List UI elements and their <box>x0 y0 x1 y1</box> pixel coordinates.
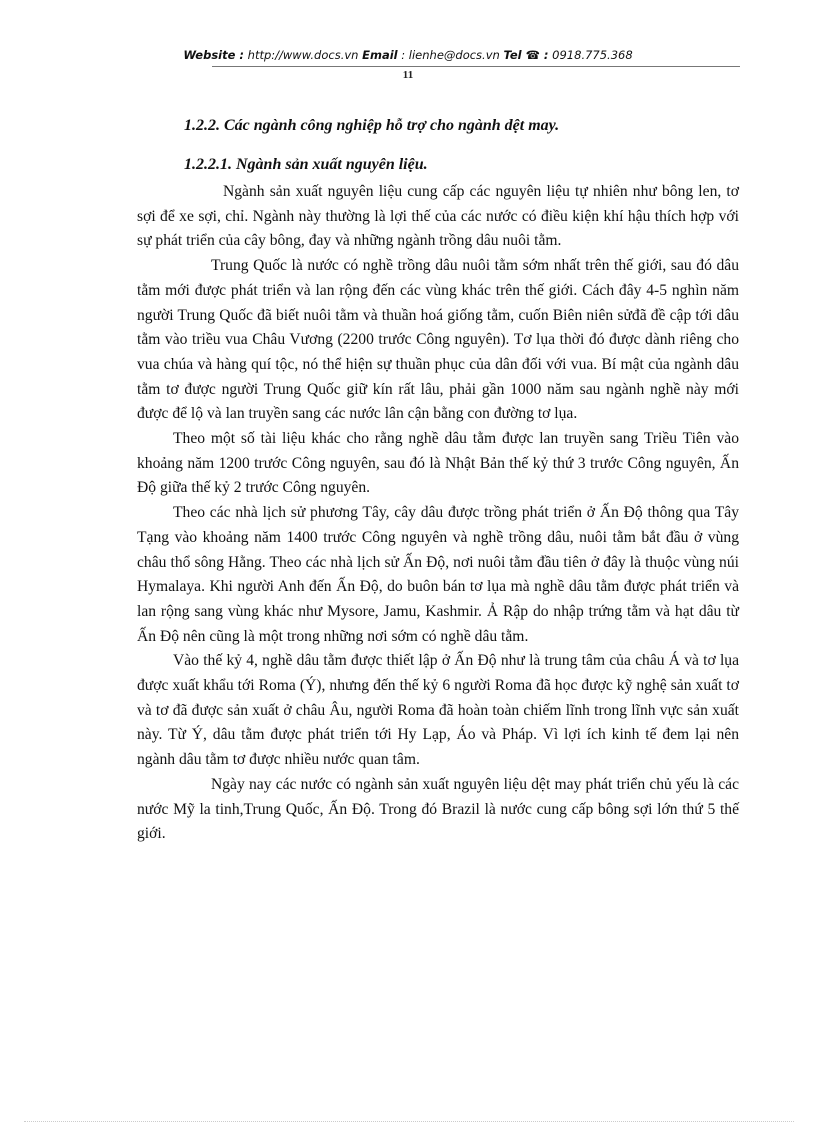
paragraph: Theo các nhà lịch sử phương Tây, cây dâu được trồng phát triển ở Ấn Độ thông qua Tây Tạng vào khoảng năm 1400 trước Công nguyên và nghề trồng dâu, nuôi tằm bắt đầu ở vùng châu thổ sông Hằng. Theo các nhà lịch sử Ấn Độ, nơi nuôi tằm đầu tiên ở đây là thuộc vùng núi Hymalaya. Khi người Anh đến Ấn Độ, do buôn bán tơ lụa mà nghề dâu tằm được phát triển và lan rộng sang vùng khác như Mysore, Jamu, Kashmir. Ả Rập do nhập trứng tằm và hạt dâu từ Ấn Độ nên cũng là một trong những nơi sớm có nghề dâu tằm. <box>137 504 739 645</box>
paragraph: Trung Quốc là nước có nghề trồng dâu nuôi tằm sớm nhất trên thế giới, sau đó dâu tằm mới được phát triển và lan rộng đến các vùng khác trên thế giới. Cách đây 4-5 nghìn năm người Trung Quốc đã biết nuôi tằm và thuần hoá giống tằm, cuốn Biên niên sửđã đề cập tới dâu tằm vào triều vua Châu Vương (2200 trước Công nguyên). Tơ lụa thời đó được dành riêng cho vua chúa và hàng quí tộc, nó thể hiện sự thuần phục của dân đối với vua. Bí mật của ngành dâu tằm tơ được người Trung Quốc giữ kín rất lâu, phải gần 1000 năm sau ngành nghề này mới được để lộ và lan truyền sang các nước lân cận bằng con đường tơ lụa. <box>137 257 739 423</box>
section-heading: 1.2.2. Các ngành công nghiệp hỗ trợ cho ngành dệt may. <box>184 117 560 134</box>
page-number: 11 <box>402 69 414 81</box>
tel-value: 0918.775.368 <box>552 48 633 62</box>
paragraph: Ngày nay các nước có ngành sản xuất nguyên liệu dệt may phát triển chủ yếu là các nước Mỹ la tinh,Trung Quốc, Ấn Độ. Trong đó Brazil là nước cung cấp bông sợi lớn thứ 5 thế giới. <box>137 775 739 843</box>
page-bottom-border <box>24 1121 794 1122</box>
website-label: Website : <box>183 48 245 62</box>
subsection-heading: 1.2.2.1. Ngành sản xuất nguyên liệu. <box>184 156 428 173</box>
paragraph: Ngành sản xuất nguyên liệu cung cấp các nguyên liệu tự nhiên như bông len, tơ sợi để xe sợi, chỉ. Ngành này thường là lợi thế của các nước có điều kiện khí hậu thích hợp với sự phát triển của cây bông, đay và những ngành trồng dâu nuôi tằm. <box>137 183 739 250</box>
tel-label: Tel ☎ : <box>503 48 549 62</box>
email-value[interactable]: : lienhe@docs.vn <box>401 48 500 62</box>
body-text <box>137 180 739 847</box>
page-header <box>0 48 816 62</box>
email-label: Email <box>362 48 398 62</box>
website-url[interactable]: http://www.docs.vn <box>247 48 359 62</box>
paragraph: Vào thế kỷ 4, nghề dâu tằm được thiết lập ở Ấn Độ như là trung tâm của châu Á và tơ lụa được xuất khẩu tới Roma (Ý), nhưng đến thế kỷ 6 người Roma đã học được kỹ nghệ sản xuất tơ và tơ đã được sản xuất ở châu Âu, người Roma đã hoàn toàn chiếm lĩnh trong lĩnh vực sản xuất này. Từ Ý, dâu tằm được phát triển tới Hy Lạp, Áo và Pháp. Vì lợi ích kinh tế đem lại nên ngành dâu tằm tơ được nhiều nước quan tâm. <box>137 652 739 769</box>
paragraph: Theo một số tài liệu khác cho rằng nghề dâu tằm được lan truyền sang Triều Tiên vào khoảng năm 1200 trước Công nguyên, sau đó là Nhật Bản thế kỷ thứ 3 trước Công nguyên, Ấn Độ giữa thế kỷ 2 trước Công nguyên. <box>137 430 739 497</box>
header-divider <box>212 66 740 67</box>
